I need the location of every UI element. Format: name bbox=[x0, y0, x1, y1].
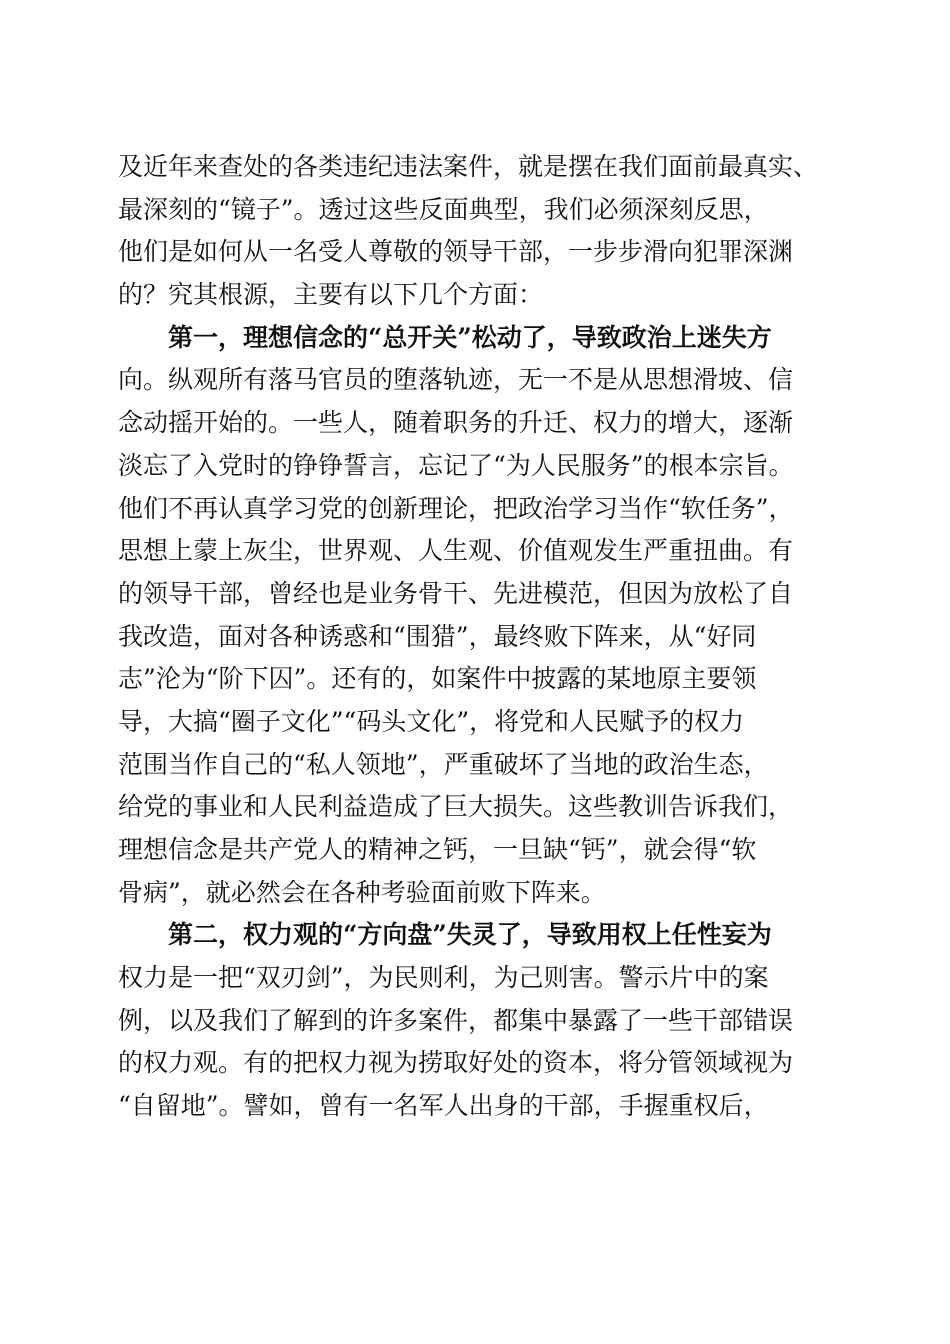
text-line: 及近年来查处的各类违纪违法案件，就是摆在我们面前最真实、 bbox=[118, 152, 819, 181]
text-line: 他们是如何从一名受人尊敬的领导干部，一步步滑向犯罪深渊 bbox=[118, 237, 794, 267]
text-line: 的领导干部，曾经也是业务骨干、先进模范，但因为放松了自 bbox=[118, 578, 794, 608]
text-line: 范围当作自己的“私人领地”，严重破坏了当地的政治生态， bbox=[118, 749, 769, 779]
text-line: 例，以及我们了解到的许多案件，都集中暴露了一些干部错误 bbox=[118, 1005, 794, 1035]
text-line: 他们不再认真学习党的创新理论，把政治学习当作“软任务”， bbox=[118, 493, 794, 523]
text-line: 淡忘了入党时的铮铮誓言，忘记了“为人民服务”的根本宗旨。 bbox=[118, 450, 794, 480]
text-line: “自留地”。譬如，曾有一名军人出身的干部，手握重权后， bbox=[118, 1091, 769, 1121]
text-line: 念动摇开始的。一些人，随着职务的升迁、权力的增大，逐渐 bbox=[118, 408, 794, 438]
text-line: 导，大搞“圈子文化”“码头文化”，将党和人民赋予的权力 bbox=[118, 706, 745, 736]
text-line: 权力是一把“双刃剑”，为民则利，为己则害。警示片中的案 bbox=[118, 963, 769, 993]
document-body bbox=[118, 146, 848, 1128]
text-line: 最深刻的“镜子”。透过这些反面典型，我们必须深刻反思， bbox=[118, 194, 769, 224]
section-heading-line: 第一，理想信念的“总开关”松动了，导致政治上迷失方 bbox=[118, 322, 772, 352]
text-line: 的权力观。有的把权力视为捞取好处的资本，将分管领域视为 bbox=[118, 1048, 794, 1078]
text-line: 志”沦为“阶下囚”。还有的，如案件中披露的某地原主要领 bbox=[118, 664, 757, 694]
text-line: 的？究其根源，主要有以下几个方面： bbox=[118, 280, 544, 310]
text-line: 给党的事业和人民利益造成了巨大损失。这些教训告诉我们， bbox=[118, 792, 794, 822]
text-line: 向。纵观所有落马官员的堕落轨迹，无一不是从思想滑坡、信 bbox=[118, 365, 794, 395]
section-heading-line: 第二，权力观的“方向盘”失灵了，导致用权上任性妄为 bbox=[118, 920, 772, 950]
text-line: 我改造，面对各种诱惑和“围猎”，最终败下阵来，从“好同 bbox=[118, 621, 757, 651]
text-line: 骨病”，就必然会在各种考验面前败下阵来。 bbox=[118, 877, 606, 907]
text-line: 理想信念是共产党人的精神之钙，一旦缺“钙”，就会得“软 bbox=[118, 835, 757, 864]
text-line: 思想上蒙上灰尘，世界观、人生观、价值观发生严重扭曲。有 bbox=[118, 536, 794, 566]
